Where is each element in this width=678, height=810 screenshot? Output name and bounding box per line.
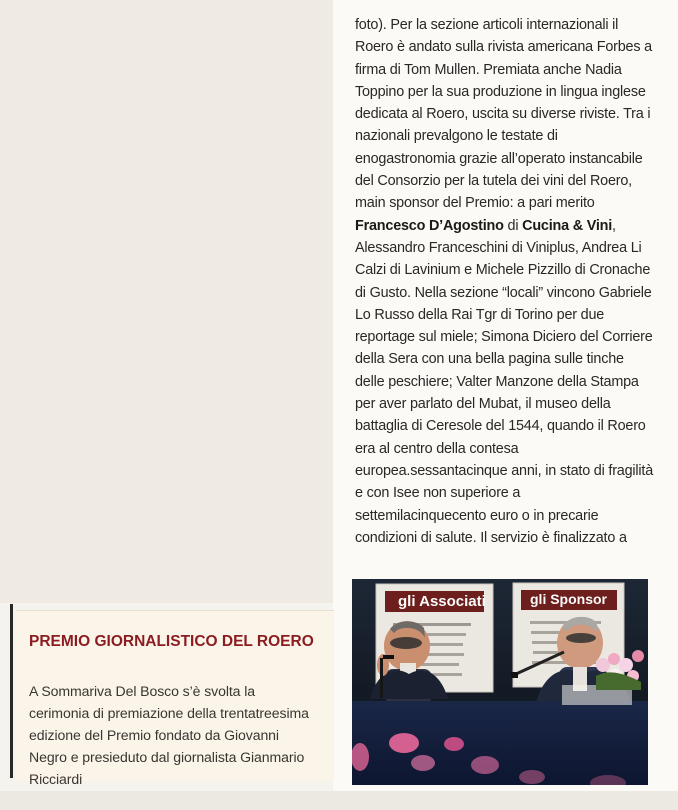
left-paper-area [0, 0, 333, 603]
sidebar-rule [10, 604, 13, 778]
sidebar-title: PREMIO GIORNALISTICO DEL ROERO [29, 633, 314, 650]
article-text-part-3: , Alessandro Franceschini di Viniplus, Andrea Li Calzi di Lavinium e Michele Pizzillo di Cronache di Gusto. Nella sezione “locali” vincono Gabriele Lo Russo della Rai Tgr di Torino per due reportage sul miele; Simona Diciero del Corriere della Sera con una bella pagina sulle tinche delle peschiere; Valter Manzone della Stampa per aver parlato del Mubat, il museo della battaglia di Ceresole del 1544, quando il Roero era al centro della contesa europea.sessantacinque anni, in stato di fragilità e con Isee non superiore a settemilacinquecento euro o in precarie condizioni di salute. Il servizio è finalizzato a [355, 217, 654, 546]
left-banner-text: gli Associati [398, 593, 486, 610]
right-banner-text: gli Sponsor [530, 591, 607, 607]
article-text-part-2: di [503, 217, 523, 234]
event-photo [352, 579, 648, 785]
article-body [355, 14, 655, 549]
event-photo-illustration [352, 579, 648, 785]
sidebar-text: A Sommariva Del Bosco s’è svolta la cerimonia di premiazione della trentatreesima edizione del Premio fondato da Giovanni Negro e presieduto dal giornalista Gianmario Ricciardi [29, 683, 309, 787]
article-text-part-1: foto). Per la sezione articoli internazionali il Roero è andato sulla rivista americana Forbes a firma di Tom Mullen. Premiata anche Nadia Toppino per la sua produzione in lingua inglese dedicata al Roero, uscita su diverse riviste. Tra i nazionali prevalgono le testate di enogastronomia grazie all’operato instancabile del Consorzio per la tutela dei vini del Roero, main sponsor del Premio: a pari merito [355, 17, 652, 212]
bottom-edge [0, 791, 678, 810]
article-bold-name-2: Cucina & Vini [522, 217, 613, 234]
article-bold-name-1: Francesco D’Agostino [355, 217, 504, 234]
